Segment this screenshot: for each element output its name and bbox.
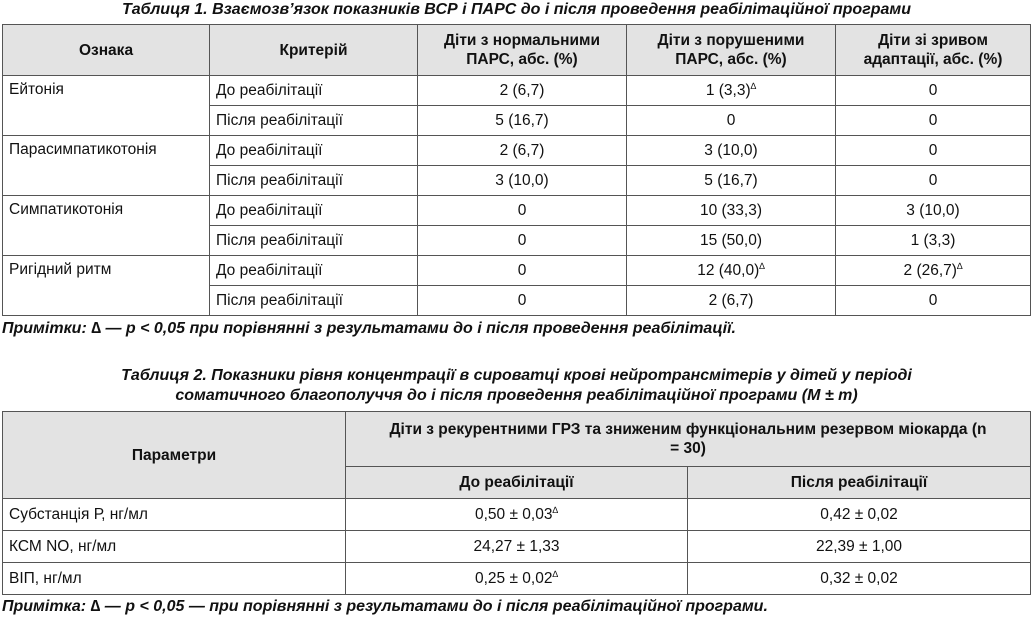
cell-after: 0,42 ± 0,02 [688, 499, 1031, 531]
cell-failure: 0 [836, 136, 1031, 166]
header-criterion: Критерій [210, 25, 418, 76]
cell-failure: 0 [836, 76, 1031, 106]
cell-impaired: 3 (10,0) [627, 136, 836, 166]
cell-before: 0,25 ± 0,02∆ [346, 563, 688, 595]
header-adaptation-failure: Діти зі зривом адаптації, абс. (%) [836, 25, 1031, 76]
table1-header-row [3, 25, 1031, 76]
cell-normal: 0 [418, 256, 627, 286]
row-criterion: До реабілітації [210, 76, 418, 106]
cell-impaired: 1 (3,3)∆ [627, 76, 836, 106]
significance-mark: ∆ [956, 261, 963, 271]
cell-before: 0,50 ± 0,03∆ [346, 499, 688, 531]
table1-note: Примітки: ∆ — р < 0,05 при порівнянні з результатами до і після проведення реабілітації. [2, 320, 736, 337]
cell-normal: 0 [418, 196, 627, 226]
header-group: Діти з рекурентними ГРЗ та зниженим функціональним резервом міокарда (n = 30) [346, 412, 1031, 467]
row-criterion: Після реабілітації [210, 166, 418, 196]
table-row [3, 563, 1031, 595]
table2-caption-line1: Таблиця 2. Показники рівня концентрації в сироватці крові нейротрансмітерів у дітей у періоді [121, 367, 912, 384]
table2 [2, 411, 1031, 595]
table-row [3, 499, 1031, 531]
row-criterion: До реабілітації [210, 196, 418, 226]
row-parameter: Субстанція Р, нг/мл [3, 499, 346, 531]
table-row [3, 136, 1031, 166]
row-criterion: Після реабілітації [210, 106, 418, 136]
significance-mark: ∆ [552, 505, 558, 515]
cell-impaired: 2 (6,7) [627, 286, 836, 316]
row-criterion: Після реабілітації [210, 286, 418, 316]
cell-impaired: 0 [627, 106, 836, 136]
significance-mark: ∆ [552, 569, 558, 579]
cell-after: 0,32 ± 0,02 [688, 563, 1031, 595]
cell-before: 24,27 ± 1,33 [346, 531, 688, 563]
table1-caption: Таблиця 1. Взаємозв’язок показників ВСР і ПАРС до і після проведення реабілітаційної програми [121, 1, 912, 18]
cell-impaired: 5 (16,7) [627, 166, 836, 196]
cell-normal: 5 (16,7) [418, 106, 627, 136]
table1 [2, 24, 1031, 316]
cell-failure: 3 (10,0) [836, 196, 1031, 226]
cell-impaired: 12 (40,0)∆ [627, 256, 836, 286]
row-sign: Парасимпатикотонія [3, 136, 210, 196]
significance-mark: ∆ [750, 81, 757, 91]
table-row [3, 196, 1031, 226]
cell-failure: 0 [836, 106, 1031, 136]
row-sign: Ейтонія [3, 76, 210, 136]
row-sign: Ригідний ритм [3, 256, 210, 316]
cell-normal: 0 [418, 286, 627, 316]
cell-failure: 0 [836, 286, 1031, 316]
table-row [3, 76, 1031, 106]
header-impaired-pars: Діти з порушеними ПАРС, абс. (%) [627, 25, 836, 76]
header-after: Після реабілітації [688, 467, 1031, 499]
row-criterion: До реабілітації [210, 256, 418, 286]
table-row [3, 256, 1031, 286]
cell-normal: 3 (10,0) [418, 166, 627, 196]
table2-caption-line2: соматичного благополуччя до і після проведення реабілітаційної програми (M ± m) [175, 387, 858, 404]
row-criterion: До реабілітації [210, 136, 418, 166]
cell-normal: 2 (6,7) [418, 136, 627, 166]
table-row [3, 531, 1031, 563]
cell-failure: 0 [836, 166, 1031, 196]
cell-impaired: 10 (33,3) [627, 196, 836, 226]
table2-note: Примітка: ∆ — р < 0,05 — при порівнянні з результатами до і після реабілітаційної програми. [2, 598, 768, 615]
row-criterion: Після реабілітації [210, 226, 418, 256]
header-sign: Ознака [3, 25, 210, 76]
cell-normal: 0 [418, 226, 627, 256]
row-parameter: КСМ NO, нг/мл [3, 531, 346, 563]
cell-after: 22,39 ± 1,00 [688, 531, 1031, 563]
significance-mark: ∆ [759, 261, 765, 271]
header-before: До реабілітації [346, 467, 688, 499]
row-sign: Симпатикотонія [3, 196, 210, 256]
cell-impaired: 15 (50,0) [627, 226, 836, 256]
cell-failure: 2 (26,7)∆ [836, 256, 1031, 286]
header-parameters: Параметри [3, 412, 346, 499]
cell-normal: 2 (6,7) [418, 76, 627, 106]
row-parameter: ВІП, нг/мл [3, 563, 346, 595]
cell-failure: 1 (3,3) [836, 226, 1031, 256]
header-normal-pars: Діти з нормальними ПАРС, абс. (%) [418, 25, 627, 76]
